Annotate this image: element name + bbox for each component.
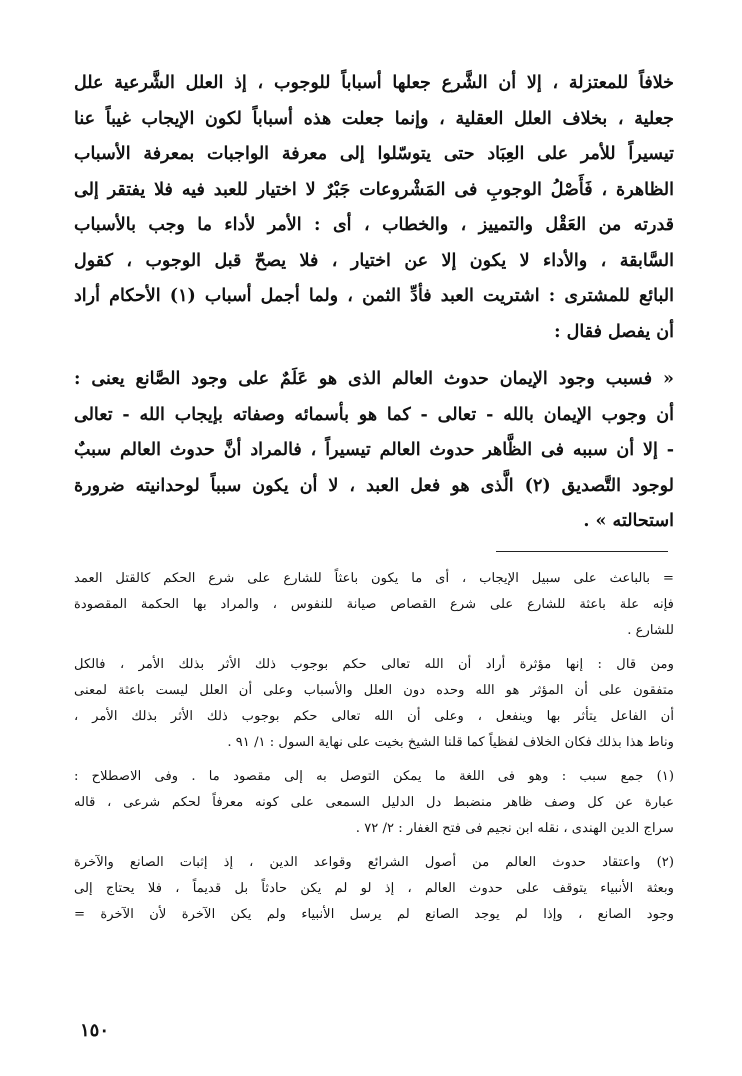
text-line: قدرته من العَقْل والتمييز ، والخطاب ، أى : الأمر لأداء ما وجب بالأسباب [74, 215, 674, 235]
text-line: لوجود التَّصديق (٢) الَّذى هو فعل العبد ، لا أن يكون سبباً لوحدانيته ضرورة [74, 475, 674, 496]
footnote-line: وبعثة الأنبياء يتوقف على حدوث العالم ، إذ لو لم يكن حادثاً بل قديماً ، فلا يحتاج إلى [74, 881, 674, 896]
footnote-1 [74, 764, 674, 842]
footnote-line: وناط هذا بذلك فكان الخلاف لفظياً كما قلنا الشيخ بخيت على نهاية السول : ١/ ٩١ . [227, 735, 674, 750]
footnote-line: للشارع . [627, 623, 674, 638]
text-line: « فسبب وجود الإيمان حدوث العالم الذى هو عَلَمٌ على وجود الصَّانع يعنى : [74, 369, 674, 389]
footnote-line: (٢) واعتقاد حدوث العالم من أصول الشرائع وقواعد الدين ، إذ إثبات الصانع والآخرة [74, 855, 674, 870]
footnote-line: فإنه علة باعثة للشارع على شرع القصاص صيانة للنفوس ، والمراد بها الحكمة المقصودة [74, 597, 674, 612]
footnote-line: ومن قال : إنها مؤثرة أراد أن الله تعالى حكم بوجوب ذلك الأثر بذلك الأمر ، فالكل [74, 657, 674, 672]
footnote-line: سراج الدين الهندى ، نقله ابن نجيم فى فتح الغفار : ٢/ ٧٢ . [355, 821, 674, 836]
footnote-continuation [74, 566, 674, 644]
text-line: أن يفصل فقال : [554, 321, 674, 342]
main-paragraph-2 [74, 362, 674, 540]
footnote-line: متفقون على أن المؤثر هو الله وحده دون العلل والأسباب وعلى أن العلل ليست باعثة لمعنى [74, 683, 674, 698]
footnotes [74, 566, 674, 936]
text-line: السَّابقة ، والأداء لا يكون إلا عن اختيار ، فلا يصحّ قبل الوجوب ، كقول [74, 250, 674, 271]
text-line: جعلية ، بخلاف العلل العقلية ، وإنما جعلت هذه أسباباً لكون الإيجاب غيباً عنا [74, 108, 674, 129]
footnote-2 [74, 850, 674, 928]
text-line: - إلا أن سببه فى الظَّاهر حدوث العالم تيسيراً ، فالمراد أنَّ حدوث العالم سببٌ [74, 440, 674, 460]
text-line: البائع للمشترى : اشتريت العبد فأدِّ الثمن ، ولما أجمل أسباب (١) الأحكام أراد [74, 286, 674, 306]
text-line: أن وجوب الإيمان بالله - تعالى - كما هو بأسمائه وصفاته بإيجاب الله - تعالى [74, 404, 674, 425]
footnote-line: (١) جمع سبب : وهو فى اللغة ما يمكن التوصل به إلى مقصود ما . وفى الاصطلاح : [74, 769, 674, 784]
footnote-paragraph [74, 652, 674, 756]
footnote-line: = بالباعث على سبيل الإيجاب ، أى ما يكون باعثاً للشارع على شرع الحكم كالقتل العمد [74, 571, 674, 586]
footnote-line: وجود الصانع ، وإذا لم يوجد الصانع لم يرسل الأنبياء ولم يكن الآخرة لأن الآخرة = [74, 907, 674, 922]
text-line: تيسيراً للأمر على العِبَاد حتى يتوسّلوا إلى معرفة الواجبات بمعرفة الأسباب [74, 144, 674, 164]
main-text [74, 66, 674, 540]
footnote-line: عبارة عن كل وصف ظاهر منضبط دل الدليل السمعى على كونه معرفاً لحكم شرعى ، قاله [74, 795, 674, 810]
footnote-separator [496, 551, 668, 552]
footnote-line: أن الفاعل يتأثر بها وينفعل ، وعلى أن الله تعالى حكم بوجوب ذلك الأثر بذلك الأمر ، [74, 709, 674, 724]
page-number: ١٥٠ [80, 1020, 110, 1041]
main-paragraph-1 [74, 66, 674, 350]
text-line: الظاهرة ، فَأَصْلُ الوجوبِ فى المَشْروعات جَبْرٌ لا اختيار للعبد فيه فلا يفتقر إلى [74, 179, 674, 200]
text-line: استحالته » . [583, 511, 674, 531]
text-line: خلافاً للمعتزلة ، إلا أن الشَّرع جعلها أسباباً للوجوب ، إذ العلل الشَّرعية علل [74, 73, 674, 93]
